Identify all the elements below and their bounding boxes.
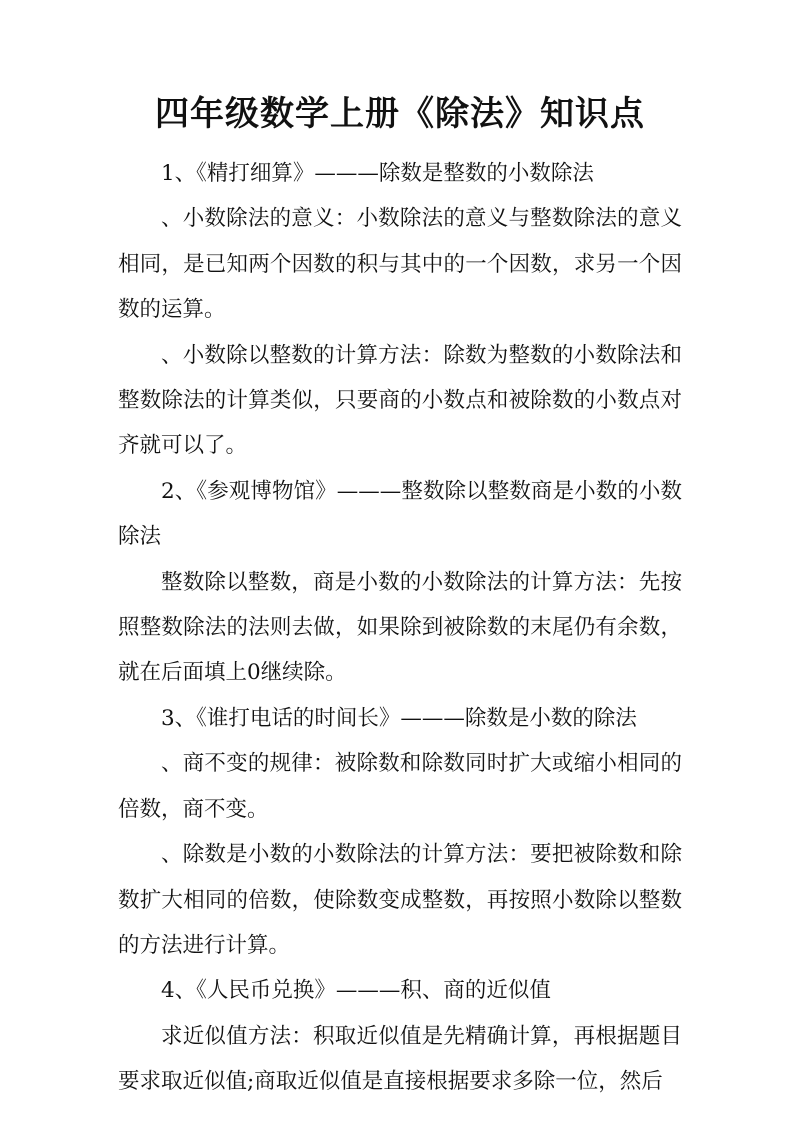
page-title: 四年级数学上册《除法》知识点 xyxy=(155,94,645,134)
paragraph-decimal-divisor-method: 、除数是小数的小数除法的计算方法：要把被除数和除数扩大相同的倍数，使除数变成整数，再按照小数除以整数的方法进行计算。 xyxy=(118,842,682,958)
paragraph-approximation-method: 求近似值方法：积取近似值是先精确计算，再根据题目要求取近似值;商取近似值是直接根据要求多除一位，然后 xyxy=(118,1023,682,1095)
paragraph-decimal-by-integer-method: 、小数除以整数的计算方法：除数为整数的小数除法和整数除法的计算类似，只要商的小数点和被除数的小数点对齐就可以了。 xyxy=(118,342,682,459)
section-heading-1: 1、《精打细算》———除数是整数的小数除法 xyxy=(161,161,594,186)
paragraph-quotient-invariance: 、商不变的规律：被除数和除数同时扩大或缩小相同的倍数，商不变。 xyxy=(118,751,682,822)
section-heading-4: 4、《人民币兑换》———积、商的近似值 xyxy=(161,978,551,1004)
section-heading-2: 2、《参观博物馆》———整数除以整数商是小数的小数除法 xyxy=(118,478,682,550)
section-heading-3: 3、《谁打电话的时间长》———除数是小数的除法 xyxy=(161,705,637,731)
paragraph-decimal-division-meaning: 、小数除法的意义：小数除法的意义与整数除法的意义相同，是已知两个因数的积与其中的一个因数，求另一个因数的运算。 xyxy=(118,206,682,323)
document-body xyxy=(118,151,682,1105)
paragraph-integer-by-integer-method: 整数除以整数，商是小数的小数除法的计算方法：先按照整数除法的法则去做，如果除到被除数的末尾仍有余数，就在后面填上0继续除。 xyxy=(118,569,682,686)
